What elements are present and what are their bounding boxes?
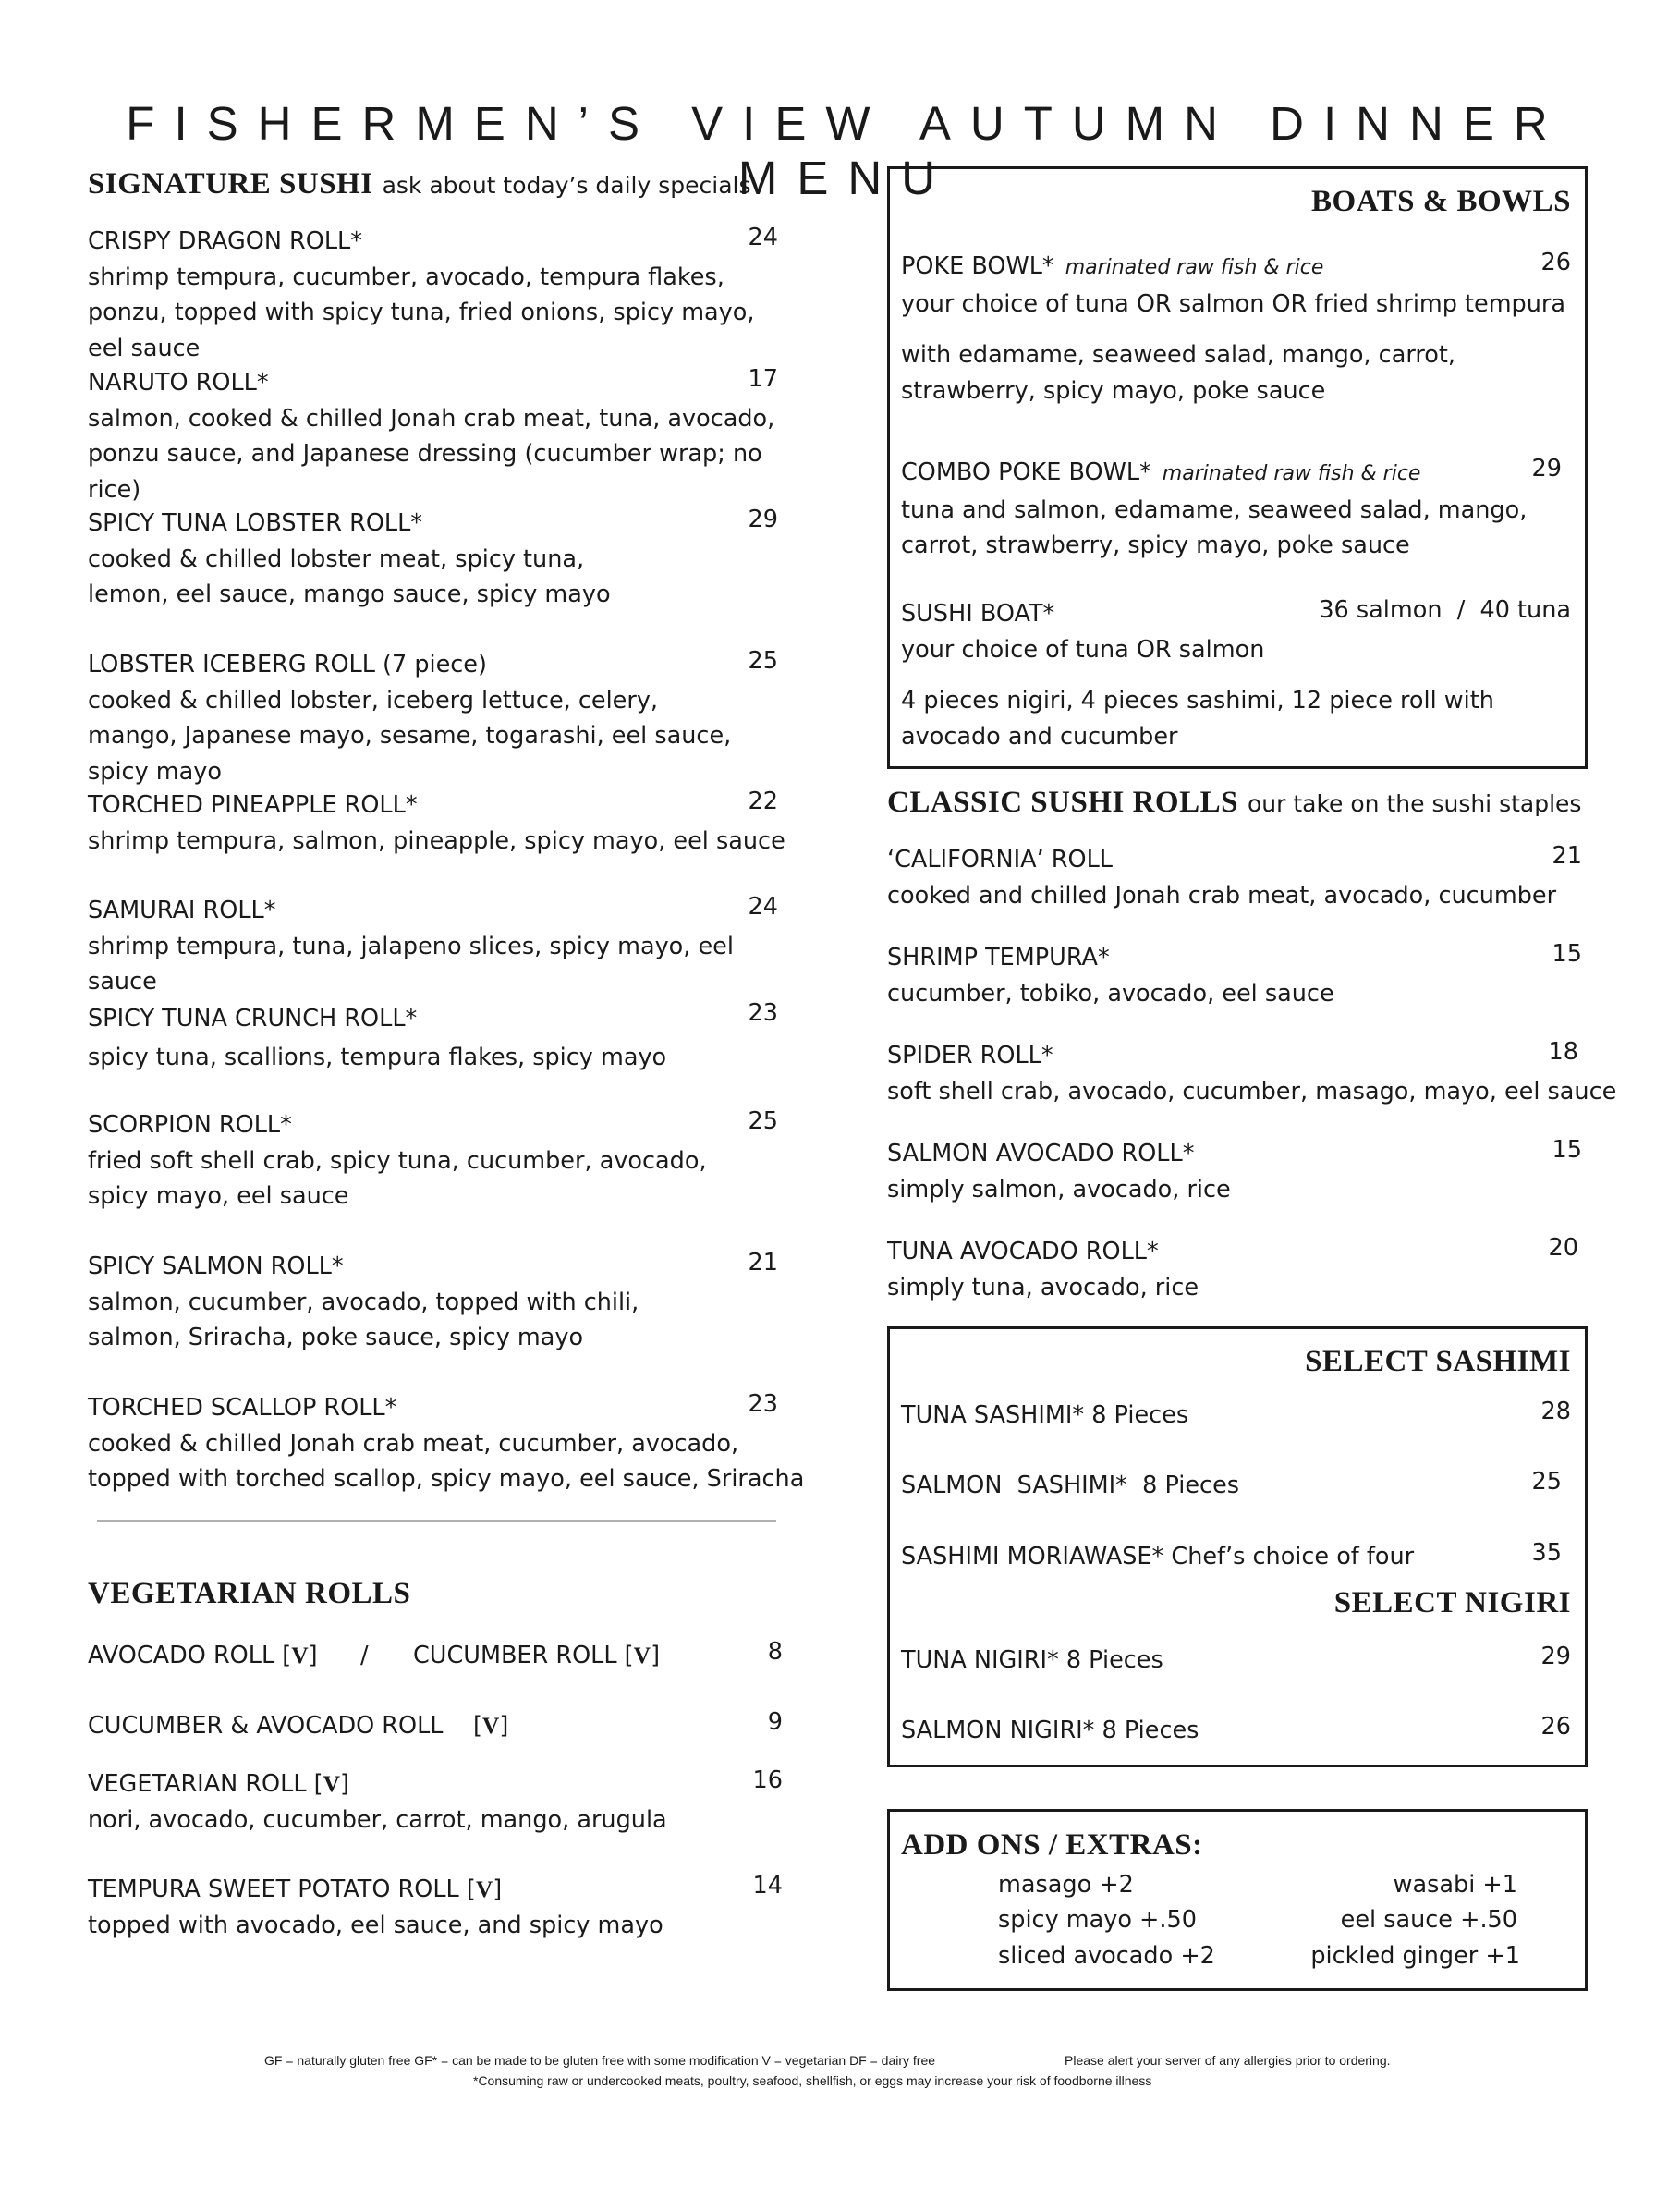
item-price: 29 — [1540, 1643, 1571, 1670]
menu-item — [88, 365, 790, 507]
menu-item — [88, 224, 790, 366]
addon-item: sliced avocado +2 — [998, 1942, 1215, 1970]
sweet-potato-roll-name: TEMPURA SWEET POTATO ROLL — [88, 1875, 459, 1903]
item-name: TORCHED SCALLOP ROLL* — [88, 1394, 397, 1422]
poke-bowl-name: POKE BOWL* — [901, 252, 1054, 280]
menu-item — [88, 1766, 667, 1838]
menu-item — [901, 1398, 1188, 1434]
addon-item: masago +2 — [998, 1871, 1134, 1899]
item-name: TUNA SASHIMI* 8 Pieces — [901, 1401, 1189, 1429]
item-price: 29 — [748, 506, 778, 533]
item-name: SPIDER ROLL* — [887, 1042, 1053, 1069]
menu-item — [887, 1136, 1231, 1207]
vegetarian-mark: V — [481, 1712, 500, 1739]
item-price: 17 — [748, 365, 778, 393]
menu-item — [88, 1249, 735, 1356]
item-price: 28 — [1540, 1398, 1571, 1425]
menu-item — [901, 1643, 1163, 1679]
item-description: cooked & chilled Jonah crab meat, cucumber, avocado, topped with torched scallop, spicy mayo, eel sauce, Sriracha — [88, 1429, 805, 1493]
item-name: TORCHED PINEAPPLE ROLL* — [88, 791, 418, 819]
item-description: cooked & chilled lobster meat, spicy tuna, lemon, eel sauce, mango sauce, spicy mayo — [88, 544, 611, 608]
vegetarian-mark: V — [323, 1770, 341, 1797]
vegetarian-mark: V — [633, 1642, 651, 1668]
item-description: your choice of tuna OR salmon — [901, 635, 1265, 664]
boats-bowls-heading: BOATS & BOWLS — [1311, 185, 1571, 218]
slash-separator: / — [360, 1642, 369, 1669]
signature-sushi-subheading: ask about today’s daily specials — [382, 172, 751, 199]
item-note: marinated raw fish & rice — [1162, 462, 1421, 485]
section-divider — [97, 1520, 776, 1522]
item-name: AVOCADO ROLL [V] — [88, 1642, 318, 1669]
item-name: CUCUMBER ROLL [V] — [413, 1642, 661, 1669]
signature-sushi-title: SIGNATURE SUSHI — [88, 167, 373, 201]
item-price: 16 — [752, 1766, 783, 1794]
menu-item — [901, 249, 1565, 322]
vegetarian-mark: V — [475, 1875, 493, 1902]
classic-sushi-heading — [887, 786, 1581, 820]
addon-item: eel sauce +.50 — [1340, 1906, 1517, 1934]
item-price: 8 — [767, 1638, 783, 1666]
item-price: 26 — [1540, 249, 1571, 276]
item-name: SCORPION ROLL* — [88, 1111, 292, 1139]
item-price: 22 — [748, 788, 778, 815]
addons-heading: ADD ONS / EXTRAS: — [901, 1828, 1203, 1862]
item-price: 15 — [1552, 940, 1582, 968]
item-price: 21 — [748, 1249, 778, 1277]
item-description: shrimp tempura, salmon, pineapple, spicy mayo, eel sauce — [88, 826, 785, 855]
item-description: cooked and chilled Jonah crab meat, avocado, cucumber — [887, 881, 1557, 910]
menu-item — [88, 788, 790, 859]
addon-item: wasabi +1 — [1393, 1871, 1517, 1899]
menu-item — [901, 1539, 1414, 1575]
allergy-notice: Please alert your server of any allergies prior to ordering. — [1065, 2053, 1391, 2068]
vegetarian-mark: V — [291, 1642, 309, 1668]
item-description: soft shell crab, avocado, cucumber, masago, mayo, eel sauce — [887, 1077, 1617, 1106]
item-name: NARUTO ROLL* — [88, 369, 269, 397]
item-name: TEMPURA SWEET POTATO ROLL [V] — [88, 1875, 503, 1903]
item-description: simply salmon, avocado, rice — [887, 1175, 1231, 1203]
item-description-extra: 4 pieces nigiri, 4 pieces sashimi, 12 piece roll with avocado and cucumber — [901, 687, 1494, 751]
item-name: SASHIMI MORIAWASE* Chef’s choice of four — [901, 1543, 1415, 1570]
item-name: VEGETARIAN ROLL [V] — [88, 1770, 349, 1798]
vegetarian-rolls-heading: VEGETARIAN ROLLS — [88, 1577, 411, 1610]
item-price: 20 — [1548, 1234, 1578, 1262]
item-name: SPICY TUNA CRUNCH ROLL* — [88, 1005, 418, 1032]
vegetarian-roll-name: VEGETARIAN ROLL — [88, 1770, 307, 1798]
menu-item — [88, 999, 790, 1077]
item-price: 15 — [1552, 1136, 1582, 1164]
item-name: SAMURAI ROLL* — [88, 897, 276, 924]
menu-item — [413, 1638, 660, 1674]
avocado-roll-name: AVOCADO ROLL — [88, 1642, 275, 1669]
item-price: 21 — [1552, 842, 1582, 870]
item-description: topped with avocado, eel sauce, and spicy mayo — [88, 1911, 663, 1939]
dietary-legend: GF = naturally gluten free GF* = can be made to be gluten free with some modification V = vegetarian DF = dairy free — [264, 2053, 936, 2068]
menu-item — [887, 940, 1334, 1011]
menu-item — [88, 1872, 663, 1943]
menu-item — [887, 1234, 1199, 1305]
signature-sushi-heading — [88, 167, 751, 202]
menu-item — [88, 1107, 753, 1215]
item-name: SALMON NIGIRI* 8 Pieces — [901, 1717, 1199, 1744]
item-description: simply tuna, avocado, rice — [887, 1273, 1199, 1301]
item-description: shrimp tempura, cucumber, avocado, tempura flakes, ponzu, topped with spicy tuna, fried onions, spicy mayo, eel sauce — [88, 263, 755, 362]
item-name: SPICY SALMON ROLL* — [88, 1252, 344, 1280]
item-price: 25 — [748, 647, 778, 675]
item-price: 26 — [1540, 1713, 1571, 1741]
item-price: 14 — [752, 1872, 783, 1900]
item-price: 9 — [767, 1708, 783, 1736]
item-name: TUNA AVOCADO ROLL* — [887, 1238, 1159, 1265]
item-price: 24 — [748, 224, 778, 251]
item-price: 23 — [748, 1390, 778, 1418]
classic-sushi-subheading: our take on the sushi staples — [1247, 790, 1582, 817]
menu-item — [88, 1638, 318, 1674]
addon-item: pickled ginger +1 — [1310, 1942, 1520, 1970]
item-description: shrimp tempura, tuna, jalapeno slices, spicy mayo, eel sauce — [88, 932, 734, 996]
item-description: cooked & chilled lobster, iceberg lettuce, celery, mango, Japanese mayo, sesame, togarashi, eel sauce, spicy mayo — [88, 686, 732, 786]
item-price: 24 — [748, 893, 778, 921]
item-price: 29 — [1531, 455, 1562, 483]
cucumber-avocado-roll-name: CUCUMBER & AVOCADO ROLL — [88, 1712, 444, 1740]
menu-item — [88, 647, 753, 789]
item-name: SALMON AVOCADO ROLL* — [887, 1140, 1195, 1167]
item-price: 25 — [1531, 1468, 1562, 1496]
item-name: LOBSTER ICEBERG ROLL (7 piece) — [88, 651, 487, 678]
item-name: SALMON SASHIMI* 8 Pieces — [901, 1472, 1240, 1499]
item-name: SPICY TUNA LOBSTER ROLL* — [88, 509, 423, 537]
item-name: CRISPY DRAGON ROLL* — [88, 227, 363, 255]
item-description: your choice of tuna OR salmon OR fried shrimp tempura — [901, 289, 1566, 318]
consumption-warning: *Consuming raw or undercooked meats, poultry, seafood, shellfish, or eggs may increase your risk of foodborne illness — [473, 2073, 1152, 2088]
item-description: salmon, cucumber, avocado, topped with chili, salmon, Sriracha, poke sauce, spicy mayo — [88, 1288, 639, 1351]
menu-item — [88, 1390, 809, 1497]
item-name: TUNA NIGIRI* 8 Pieces — [901, 1646, 1163, 1674]
item-price: 18 — [1548, 1038, 1578, 1066]
addon-item: spicy mayo +.50 — [998, 1906, 1197, 1934]
item-name: CUCUMBER & AVOCADO ROLL [V] — [88, 1712, 509, 1740]
item-description: tuna and salmon, edamame, seaweed salad, mango, carrot, strawberry, spicy mayo, poke sauce — [901, 495, 1528, 559]
item-description: spicy tuna, scallions, tempura flakes, spicy mayo — [88, 1044, 667, 1071]
item-description: fried soft shell crab, spicy tuna, cucumber, avocado, spicy mayo, eel sauce — [88, 1146, 707, 1210]
menu-item — [887, 842, 1556, 913]
classic-sushi-title: CLASSIC SUSHI ROLLS — [887, 786, 1238, 819]
menu-item — [88, 506, 670, 613]
item-name — [901, 249, 1565, 287]
item-note: marinated raw fish & rice — [1065, 256, 1324, 279]
menu-title: FISHERMEN’S VIEW AUTUMN DINNER MENU — [126, 97, 1567, 204]
item-name: SHRIMP TEMPURA* — [887, 944, 1110, 971]
cucumber-roll-name: CUCUMBER ROLL — [413, 1642, 617, 1669]
item-price: 25 — [748, 1107, 778, 1135]
combo-poke-bowl-name: COMBO POKE BOWL* — [901, 458, 1151, 486]
select-sashimi-heading: SELECT SASHIMI — [1305, 1345, 1571, 1378]
menu-item — [901, 1468, 1239, 1504]
item-price: 36 salmon / 40 tuna — [1319, 596, 1571, 624]
item-description: cucumber, tobiko, avocado, eel sauce — [887, 979, 1334, 1008]
select-nigiri-heading: SELECT NIGIRI — [1333, 1586, 1571, 1619]
item-price: 35 — [1531, 1539, 1562, 1567]
item-name: ‘CALIFORNIA’ ROLL — [887, 846, 1113, 874]
item-price: 23 — [748, 999, 778, 1027]
item-description: nori, avocado, cucumber, carrot, mango, arugula — [88, 1805, 667, 1834]
item-description: salmon, cooked & chilled Jonah crab meat, tuna, avocado, ponzu sauce, and Japanese dressing (cucumber wrap; no rice) — [88, 404, 775, 504]
item-name: SUSHI BOAT* — [901, 600, 1055, 628]
menu-item — [88, 893, 809, 1000]
menu-item — [88, 1708, 508, 1744]
item-description-extra: with edamame, seaweed salad, mango, carrot, strawberry, spicy mayo, poke sauce — [901, 341, 1455, 405]
menu-item — [901, 1713, 1199, 1749]
